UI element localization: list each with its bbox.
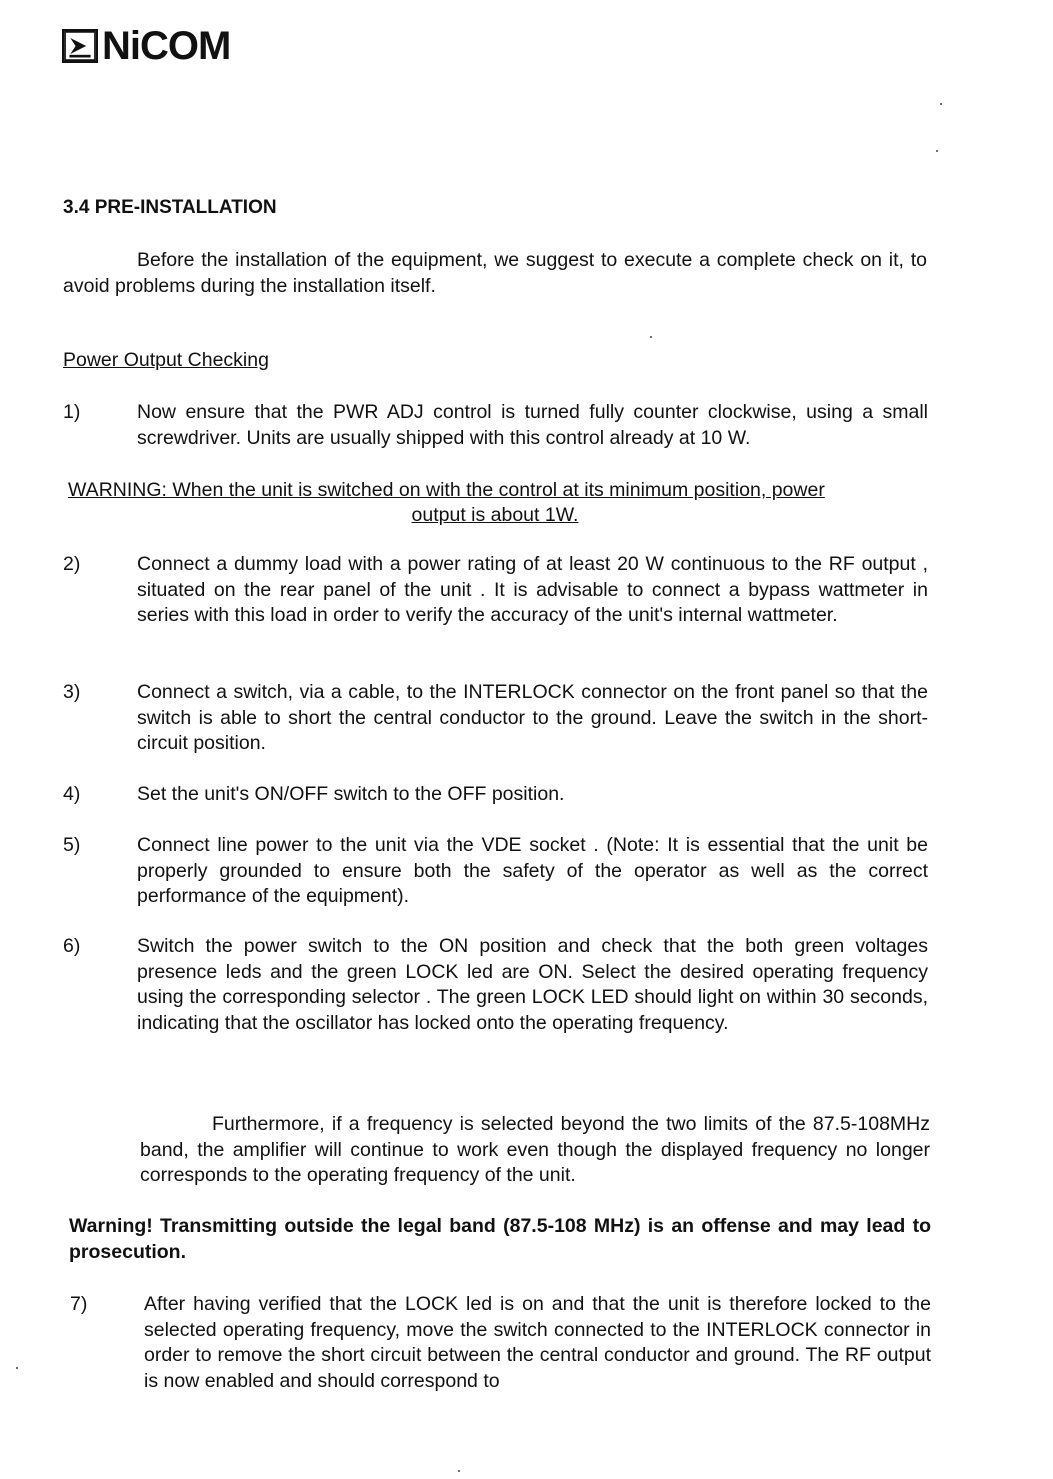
step-number: 4) <box>63 783 81 805</box>
scan-speck <box>940 103 942 105</box>
step-text: After having verified that the LOCK led is on and that the unit is therefore locked to the selected operating frequency, move the switch connected to the INTERLOCK connector in order to remove the short circuit between the central conductor and ground. The RF output is now enabled and should correspond to <box>144 1293 931 1392</box>
step-text: Connect a switch, via a cable, to the INTERLOCK connector on the front panel so that the switch is able to short the central conductor to the ground. Leave the switch in the short-circuit position. <box>137 681 928 754</box>
nicom-logo-mark-icon <box>62 29 98 63</box>
step-number: 7) <box>70 1293 88 1315</box>
warning-line-2: output is about 1W. <box>411 504 579 526</box>
step-number: 2) <box>63 553 81 575</box>
scan-speck <box>936 150 938 152</box>
scan-speck <box>650 336 652 338</box>
step-text: Set the unit's ON/OFF switch to the OFF position. <box>137 783 565 805</box>
brand-name: NiCOM <box>102 24 231 68</box>
step-number: 3) <box>63 681 81 703</box>
section-heading: 3.4 PRE-INSTALLATION <box>63 197 277 218</box>
brand-logo <box>62 26 230 66</box>
scan-speck <box>458 1470 460 1472</box>
step-number: 1) <box>63 401 81 423</box>
furthermore-paragraph: Furthermore, if a frequency is selected beyond the two limits of the 87.5-108MHz band, the amplifier will continue to work even though the displayed frequency no longer corresponds to the operating frequency of the unit. <box>140 1113 930 1186</box>
step-number: 5) <box>63 834 81 856</box>
step-text: Switch the power switch to the ON position and check that the both green voltages presence leds and the green LOCK led are ON. Select the desired operating frequency using the corresponding selector . The green LOCK LED should light on within 30 seconds, indicating that the oscillator has locked onto the operating frequency. <box>137 935 928 1034</box>
subsection-title: Power Output Checking <box>63 349 269 371</box>
warning-line-1: WARNING: When the unit is switched on with the control at its minimum position, power <box>68 479 825 501</box>
step-text: Connect a dummy load with a power rating of at least 20 W continuous to the RF output , situated on the rear panel of the unit . It is advisable to connect a bypass wattmeter in series with this load in order to verify the accuracy of the unit's internal wattmeter. <box>137 553 928 626</box>
intro-paragraph: Before the installation of the equipment, we suggest to execute a complete check on it, to avoid problems during the installation itself. <box>63 249 927 297</box>
step-number: 6) <box>63 935 81 957</box>
step-text: Connect line power to the unit via the VDE socket . (Note: It is essential that the unit be properly grounded to ensure both the safety of the operator as well as the correct performance of the equipment). <box>137 834 928 907</box>
scan-speck <box>16 1367 18 1369</box>
step-text: Now ensure that the PWR ADJ control is turned fully counter clockwise, using a small screwdriver. Units are usually shipped with this control already at 10 W. <box>137 401 928 449</box>
legal-warning: Warning! Transmitting outside the legal band (87.5-108 MHz) is an offense and may lead to prosecution. <box>69 1215 931 1263</box>
